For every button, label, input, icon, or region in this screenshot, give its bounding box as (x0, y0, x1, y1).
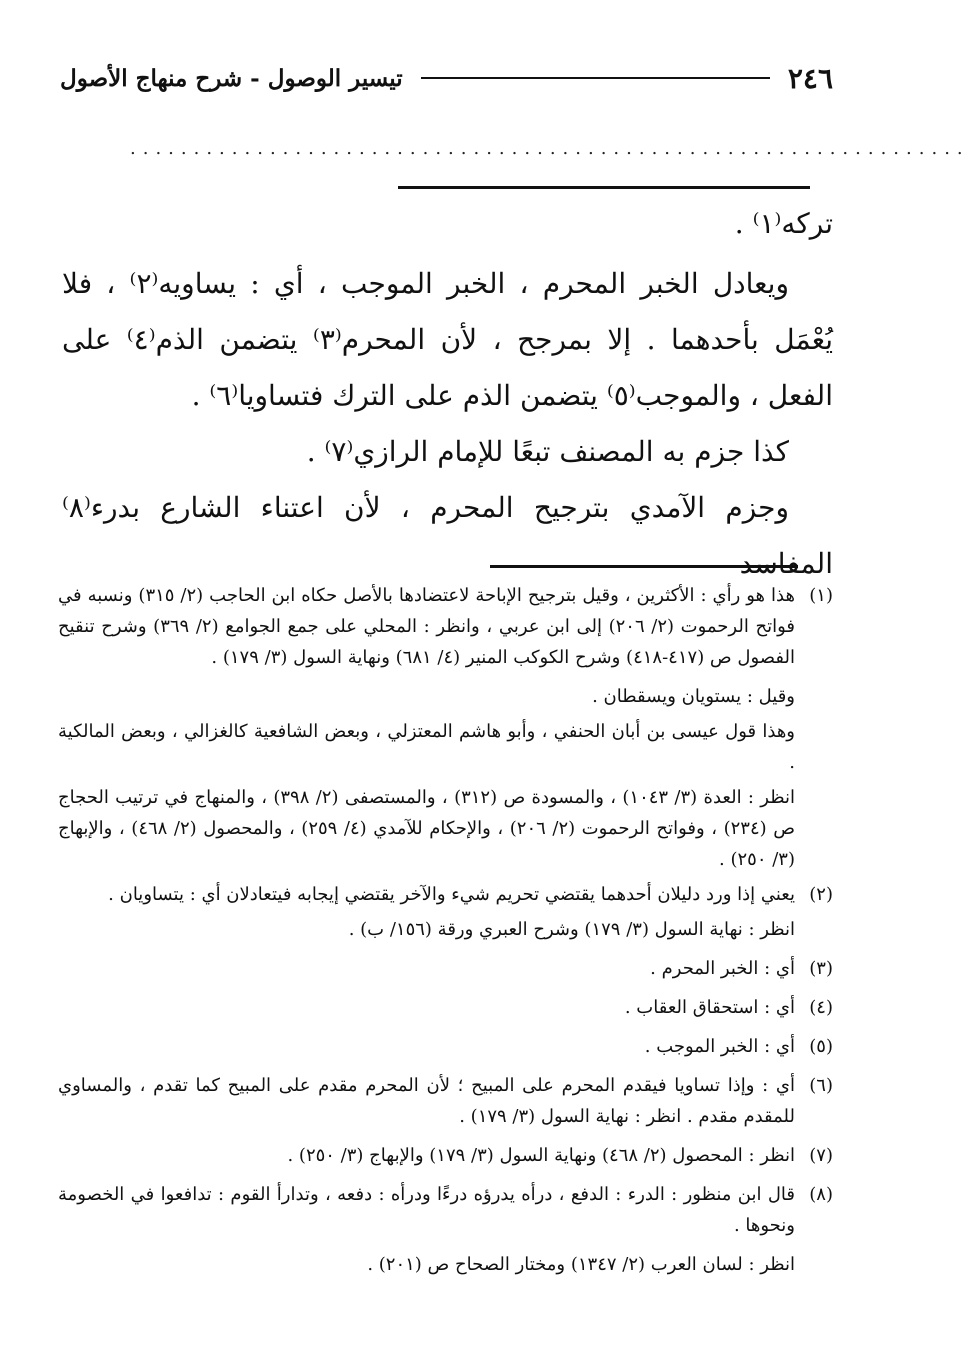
footnote-continuation: انظر : العدة (٣/ ١٠٤٣) ، والمسودة ص (٣١٢) ، والمستصفى (٢/ ٣٩٨) ، والمنهاج في ترتيب الحجاج ص (٢٣٤) ، وفواتح الرحموت (٢/ ٢٠٦) ، والإحكام للآمدي (٤/ ٢٥٩) ، والمحصول (٢/ ٤٦٨) ، والإبهاج (٣/ ٢٥٠) . (58, 787, 795, 870)
top-divider (398, 186, 810, 189)
footnote-text: قال ابن منظور : الدرء : الدفع ، درأه يدرؤه درءًا ودرأه : دفعه ، وتدارأ القوم : تدافعوا في الخصومة ونحوها . (58, 1184, 795, 1236)
footnotes (58, 580, 833, 1284)
footnote-body (58, 1140, 795, 1175)
paragraph: تركه⁽١⁾ . (734, 207, 833, 240)
header-rule (421, 77, 770, 79)
footnote-number: (٦) (809, 1075, 833, 1096)
footnote-item (58, 1070, 833, 1136)
main-text (62, 196, 833, 592)
footnote-item (58, 992, 833, 1027)
footnote-number: (٨) (809, 1184, 833, 1205)
paragraph: وجزم الآمدي بترجيح المحرم ، لأن اعتناء الشارع بدرء⁽٨⁾ المفاسد (62, 491, 833, 580)
footnote-continuation: انظر : لسان العرب (٢/ ١٣٤٧) ومختار الصحاح ص (٢٠١) . (367, 1254, 795, 1275)
paragraph: ويعادل الخبر المحرم ، الخبر الموجب ، أي : يساويه⁽٢⁾ ، فلا يُعْمَل بأحدهما . إلا بمرجح ، لأن المحرم⁽٣⁾ يتضمن الذم⁽٤⁾ على الفعل ، والموجب⁽٥⁾ يتضمن الذم على الترك فتساويا⁽٦⁾ . (62, 267, 833, 412)
footnote-text: أي : الخبر المحرم . (650, 958, 795, 979)
footnote-item (58, 1140, 833, 1175)
footnote-divider (490, 565, 798, 568)
footnote-number: (٥) (809, 1036, 833, 1057)
footnote-body (58, 1031, 795, 1066)
footnote-body (58, 953, 795, 988)
footnote-number: (٢) (809, 884, 833, 905)
footnote-body (58, 580, 795, 677)
running-header (60, 58, 833, 98)
footnote-body (58, 992, 795, 1027)
footnote-number: (٤) (809, 997, 833, 1018)
footnote-continuation: وقيل : يستويان ويسقطان . (592, 686, 795, 707)
footnote-item (58, 580, 833, 677)
footnote-body (58, 1179, 795, 1245)
footnote-text: أي : الخبر الموجب . (644, 1036, 795, 1057)
footnote-text: انظر : المحصول (٢/ ٤٦٨) ونهاية السول (٣/ ١٧٩) والإبهاج (٣/ ٢٥٠) . (287, 1145, 795, 1166)
page-number: ٢٤٦ (787, 61, 833, 95)
footnote-text: أي : استحقاق العقاب . (624, 997, 795, 1018)
footnote-text: انظر : نهاية السول (٣/ ١٧٩) وشرح العبري ورقة (١٥٦/ ب) . (348, 919, 795, 940)
footnote-body (58, 1070, 795, 1136)
footnote-item (58, 879, 833, 949)
running-title: تيسير الوصول - شرح منهاج الأصول (60, 64, 403, 92)
footnote-number: (٣) (809, 958, 833, 979)
footnote-number: (٧) (809, 1145, 833, 1166)
footnote-text: أي : وإذا تساويا فيقدم المحرم على المبيح ؛ لأن المحرم مقدم على المبيح كما تقدم ، والمساوي للمقدم مقدم . انظر : نهاية السول (٣/ ١٧٩) . (58, 1075, 795, 1127)
footnote-item (58, 953, 833, 988)
footnote-continuation: وهذا قول عيسى بن أبان الحنفي ، وأبو هاشم المعتزلي ، وبعض الشافعية كالغزالي ، وبعض المالكية . (58, 721, 795, 773)
footnote-body (58, 879, 795, 949)
footnote-number: (١) (809, 585, 833, 606)
paragraph: كذا جزم به المصنف تبعًا للإمام الرازي⁽٧⁾ . (306, 435, 789, 468)
footnote-text: يعني إذا ورد دليلان أحدهما يقتضي تحريم شيء والآخر يقتضي إيجابه فيتعادلان أي : يتساويان . (108, 884, 795, 905)
footnote-text: هذا هو رأي : الأكثرين ، وقيل بترجيح الإباحة لاعتضادها بالأصل حكاه ابن الحاجب (٢/ ٣١٥) ونسبه في فواتح الرحموت (٢/ ٢٠٦) إلى ابن عربي ، وانظر : المحلي على جمع الجوامع (٢/ ٣٦٩) وشرح تنقيح الفصول ص (٤١٧-٤١٨) وشرح الكوكب المنير (٤/ ٦٨١) ونهاية السول (٣/ ١٧٩) . (58, 585, 796, 668)
ellipsis-line: .................................................................. (130, 138, 970, 159)
footnote-item (58, 1179, 833, 1245)
footnote-item (58, 1031, 833, 1066)
